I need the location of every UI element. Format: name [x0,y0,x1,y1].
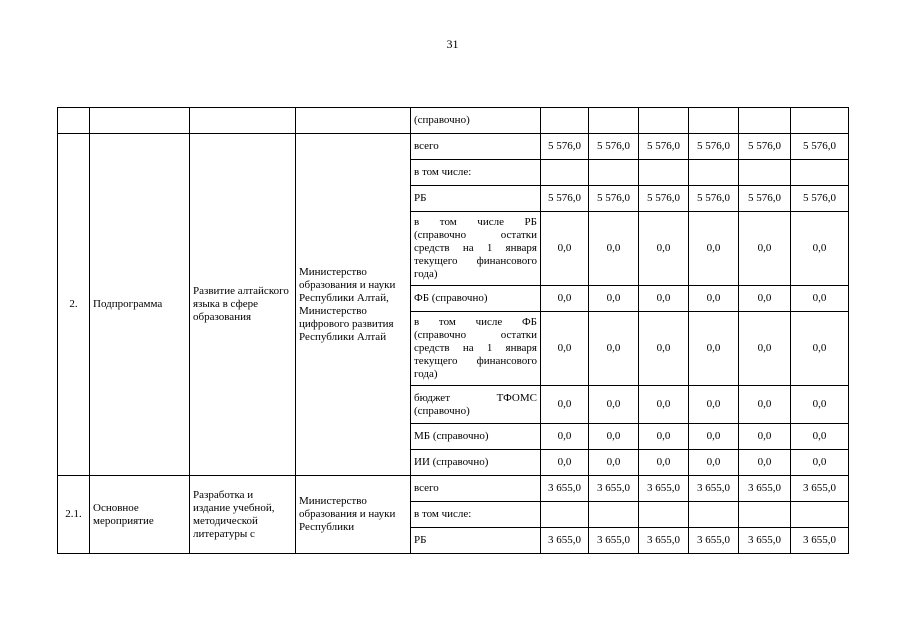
value-cell: 0,0 [689,286,739,312]
value-cell: 0,0 [791,286,849,312]
value-cell: 5 576,0 [589,186,639,212]
value-cell [739,502,791,528]
value-cell: 0,0 [589,450,639,476]
value-cell [639,108,689,134]
name-cell [190,108,296,134]
value-cell: 3 655,0 [589,476,639,502]
source-cell: (справочно) [411,108,541,134]
value-cell [541,108,589,134]
table-row [58,476,849,502]
value-cell: 0,0 [791,212,849,286]
value-cell: 0,0 [541,424,589,450]
value-cell: 5 576,0 [541,186,589,212]
value-cell: 0,0 [639,312,689,386]
value-cell: 3 655,0 [791,528,849,554]
value-cell: 0,0 [739,312,791,386]
type-cell: Основное мероприятие [90,476,190,554]
source-cell: РБ [411,528,541,554]
value-cell: 0,0 [541,450,589,476]
value-cell [739,160,791,186]
source-cell: РБ [411,186,541,212]
value-cell: 0,0 [589,212,639,286]
name-cell: Разработка и издание учебной, методической литературы с [190,476,296,554]
value-cell: 0,0 [639,212,689,286]
value-cell: 0,0 [689,312,739,386]
value-cell: 0,0 [791,386,849,424]
value-cell: 5 576,0 [689,186,739,212]
value-cell: 0,0 [589,424,639,450]
source-cell: в том числе: [411,160,541,186]
value-cell [689,160,739,186]
value-cell: 0,0 [689,424,739,450]
value-cell: 0,0 [589,386,639,424]
type-cell: Подпрограмма [90,134,190,476]
value-cell: 3 655,0 [639,476,689,502]
value-cell: 5 576,0 [791,186,849,212]
value-cell [791,108,849,134]
value-cell [689,108,739,134]
value-cell: 5 576,0 [739,186,791,212]
value-cell: 0,0 [739,212,791,286]
value-cell [589,108,639,134]
type-cell [90,108,190,134]
value-cell: 0,0 [791,312,849,386]
value-cell: 0,0 [589,312,639,386]
value-cell: 5 576,0 [639,186,689,212]
source-cell: бюджет ТФОМС (справочно) [411,386,541,424]
value-cell: 0,0 [639,450,689,476]
value-cell: 0,0 [689,450,739,476]
value-cell [689,502,739,528]
source-cell: в том числе ФБ (справочно остатки средств на 1 января текущего финансового года) [411,312,541,386]
value-cell: 3 655,0 [791,476,849,502]
value-cell: 5 576,0 [541,134,589,160]
value-cell: 3 655,0 [541,528,589,554]
value-cell: 0,0 [739,450,791,476]
value-cell: 3 655,0 [689,528,739,554]
source-cell: в том числе: [411,502,541,528]
value-cell: 3 655,0 [689,476,739,502]
table-body [58,108,849,554]
value-cell: 5 576,0 [739,134,791,160]
executor-cell: Министерство образования и науки Республики [296,476,411,554]
value-cell: 3 655,0 [541,476,589,502]
executor-cell: Министерство образования и науки Республики Алтай, Министерство цифрового развития Республики Алтай [296,134,411,476]
value-cell [639,160,689,186]
value-cell: 0,0 [739,424,791,450]
value-cell: 0,0 [541,312,589,386]
value-cell [541,160,589,186]
source-cell: МБ (справочно) [411,424,541,450]
table-row [58,134,849,160]
value-cell: 3 655,0 [639,528,689,554]
source-cell: в том числе РБ (справочно остатки средств на 1 января текущего финансового года) [411,212,541,286]
value-cell: 0,0 [791,424,849,450]
value-cell: 3 655,0 [739,476,791,502]
value-cell: 0,0 [639,386,689,424]
value-cell: 5 576,0 [791,134,849,160]
number-cell: 2. [58,134,90,476]
source-cell: ФБ (справочно) [411,286,541,312]
source-cell: всего [411,476,541,502]
value-cell: 3 655,0 [739,528,791,554]
value-cell [541,502,589,528]
value-cell: 0,0 [541,286,589,312]
value-cell [589,502,639,528]
value-cell [739,108,791,134]
value-cell: 0,0 [689,212,739,286]
number-cell: 2.1. [58,476,90,554]
value-cell [791,160,849,186]
value-cell: 0,0 [739,286,791,312]
value-cell [589,160,639,186]
executor-cell [296,108,411,134]
value-cell: 0,0 [791,450,849,476]
budget-table [57,107,849,554]
value-cell: 0,0 [541,212,589,286]
value-cell: 0,0 [639,424,689,450]
source-cell: ИИ (справочно) [411,450,541,476]
value-cell: 0,0 [589,286,639,312]
value-cell [639,502,689,528]
value-cell: 0,0 [639,286,689,312]
value-cell: 3 655,0 [589,528,639,554]
value-cell: 5 576,0 [639,134,689,160]
source-cell: всего [411,134,541,160]
value-cell: 5 576,0 [689,134,739,160]
value-cell [791,502,849,528]
value-cell: 5 576,0 [589,134,639,160]
number-cell [58,108,90,134]
value-cell: 0,0 [541,386,589,424]
value-cell: 0,0 [689,386,739,424]
page-number: 31 [446,37,459,51]
value-cell: 0,0 [739,386,791,424]
name-cell: Развитие алтайского языка в сфере образования [190,134,296,476]
table-row [58,108,849,134]
